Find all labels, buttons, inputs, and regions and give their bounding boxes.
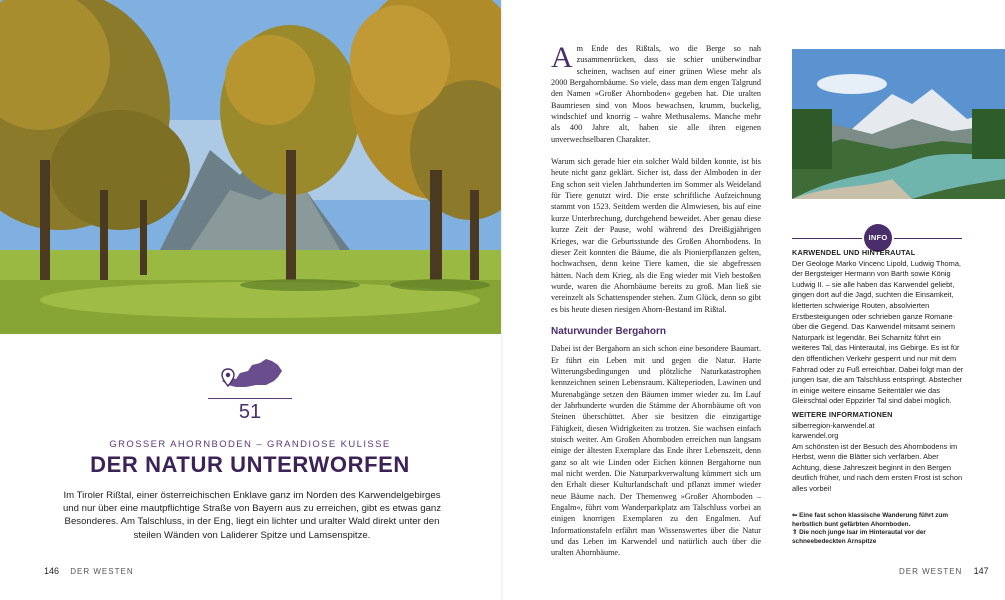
- info-badge: INFO: [864, 224, 892, 252]
- lead-paragraph: Im Tiroler Rißtal, einer österreichischen Enklave ganz im Norden des Karwendelgebirges und nur über eine mautpflichtige Straße von Bayern aus zu erreichen, gibt es etwas ganz Besonderes. Am Talschluss, in der Eng, liegt ein lichter und uralter Wald direkt unter den steilen Wänden von Laliderer Spitze und Lamsenspitze.: [62, 490, 442, 541]
- info-heading-more: WEITERE INFORMATIONEN: [792, 409, 893, 419]
- right-page: [503, 0, 1005, 600]
- info-box: [792, 248, 964, 497]
- autumn-maple-trees-illustration: [0, 0, 503, 334]
- page-number-left: 146: [44, 566, 60, 576]
- isar-valley-illustration: [792, 49, 1005, 199]
- right-footer: [899, 566, 989, 576]
- kicker-heading: GROSSER AHORNBODEN – GRANDIOSE KULISSE: [109, 439, 391, 450]
- number-divider: [208, 398, 292, 399]
- caption-left-photo: ⇐ Eine fast schon klassische Wanderung führt zum herbstlich bunt gefärbten Ahornboden.: [792, 512, 949, 528]
- photo-captions: [792, 512, 964, 546]
- paragraph-2: Warum sich gerade hier ein solcher Wald bilden konnte, ist bis heute nicht ganz geklärt. Sicher ist, dass der Almboden in der Eng schon seit vielen Jahrhunderten im Sommer als Weideland für Tiere genutzt wird. Die erste schriftliche Aufzeichnung stammt von 1523. Seitdem werden die Almwiesen, bis auf eine kurze Unterbrechung, durchgehend beweidet. Aber genau diese kurze Zeit der Pause, wohl während des Dreißigjährigen Krieges, war die Geburtsstunde des Großen Ahornbodens. In dieser Zeit konnten die Bäume, die als Pionierpflanzen gelten, hochwachsen, denn keine Tiere kamen, die sie abgefressen hätten. Nach dem Krieg, als die Eng wieder mit Vieh bestoßen wurde, waren die Ahornbäume bereits zu groß. Man ließ sie vereinzelt als Schattenspender stehen. Zum Glück, denn so gibt es bis heute diesen riesigen Ahorn-Bestand im Rißtal.: [551, 157, 761, 314]
- tour-number: 51: [238, 401, 262, 423]
- main-text-column: [551, 43, 761, 570]
- info-divider-right: [894, 238, 962, 239]
- info-link-karwendel[interactable]: karwendel.org: [792, 431, 839, 441]
- austria-map-icon: [216, 355, 286, 395]
- info-text-karwendel: Der Geologe Marko Vincenc Lipold, Ludwig Thoma, der Bergsteiger Hermann von Barth sowie König Ludwig II. – sie alle haben das Karwendel geliebt, gingen dort auf die Jagd, suchten die Einsamkeit, kletterten schwierige Routen, absolvierten Erstbesteigungen oder schrieben ganze Romane über die Gegend. Das Karwendel mitsamt seinem Naturpark ist legendär. Bei Scharnitz führt ein weiteres Tal, das Hinterautal, ins Gebirge. Es ist für den öffentlichen Verkehr gesperrt und nur mit dem Fahrrad oder zu Fuß erreichbar. Dabei folgt man der jungen Isar, die am Talschluss entspringt. Abstecher in einige weitere einsame Seitentäler wie das Gleirschtal oder Eppzirler Tal sind dabei möglich.: [792, 258, 964, 406]
- caption-right-photo: ⇑ Die noch junge Isar im Hinterautal vor der schneebedeckten Arnspitze: [792, 529, 926, 545]
- page-number-right: 147: [973, 566, 989, 576]
- paragraph-3: Dabei ist der Bergahorn an sich schon eine besondere Baumart. Er führt ein Leben mit und gegen die Natur. Harte Witterungsbedingungen und plötzliche Naturkatastrophen kennzeichnen seinen Lebensraum. Kälteperioden, Lawinen und Murenabgänge setzen den Bäumen immer wieder zu. Im Lauf der Jahrhunderte wurden die Stämme der Ahornbäume oft von Steinen überschüttet. Aber sie besitzen die einzigartige Fähigkeit, diesen Widrigkeiten zu trotzen. Sie wachsen einfach stoisch weiter. Am Großen Ahornboden erreichen nun langsam einige der ältesten Exemplare das Ende ihrer Lebenszeit, denn ganz so alt wie Linden oder Eichen können Bergahorne nun mal nicht werden. Die Naturparkverwaltung kümmert sich um den Erhalt dieser Kulturlandschaft und pflanzt immer wieder neue Bäume nach. Der Themenweg »Großer Ahornboden – Engalm«, führt vom Wanderparkplatz am Talschluss vorbei an einigen knorrigen Exemplaren zu den Engalmen. Auf Informationstafeln erfährt man Wissenswertes über die Natur und das Leben im Karwendel und natürlich auch über die uralten Ahornbäume.: [551, 344, 761, 558]
- page-title: DER NATUR UNTERWORFEN: [90, 452, 410, 477]
- info-heading-karwendel: KARWENDEL UND HINTERAUTAL: [792, 248, 916, 257]
- paragraph-1-text: m Ende des Rißtals, wo die Berge so nah zusammenrücken, dass sie schier unüberwindbar scheinen, wachsen auf einer grünen Wiese mehr als 2000 Bergahornbäume. So viele, dass man dem engen Talgrund den Namen »Großer Ahornboden« gegeben hat. Die uralten Baumriesen sind von Moos bewachsen, krumm, buckelig, windschief und knorrig – wahre Methusalems. Manche mehr als 400 Jahre alt, haben sie alle ihren eigenen unverwechselbaren Charakter.: [551, 44, 761, 144]
- hero-photo-ahornboden: [0, 0, 503, 334]
- running-head-right: DER WESTEN: [899, 567, 963, 576]
- info-link-silberregion[interactable]: silberregion-karwendel.at: [792, 420, 875, 430]
- info-divider-left: [792, 238, 862, 239]
- left-footer: [44, 566, 134, 576]
- paragraph-1: [551, 43, 761, 145]
- drop-cap: A: [551, 41, 573, 74]
- subheading: Naturwunder Bergahorn: [551, 325, 667, 337]
- isar-river-photo: [792, 49, 1005, 199]
- running-head-left: DER WESTEN: [70, 567, 134, 576]
- info-text-visit: Am schönsten ist der Besuch des Ahornbodens im Herbst, wenn die Blätter sich verfärben. Aber Achtung, diese Jahreszeit beginnt in den Bergen deutlich früher, und nach dem ersten Frost ist schon alles vorbei!: [792, 441, 963, 494]
